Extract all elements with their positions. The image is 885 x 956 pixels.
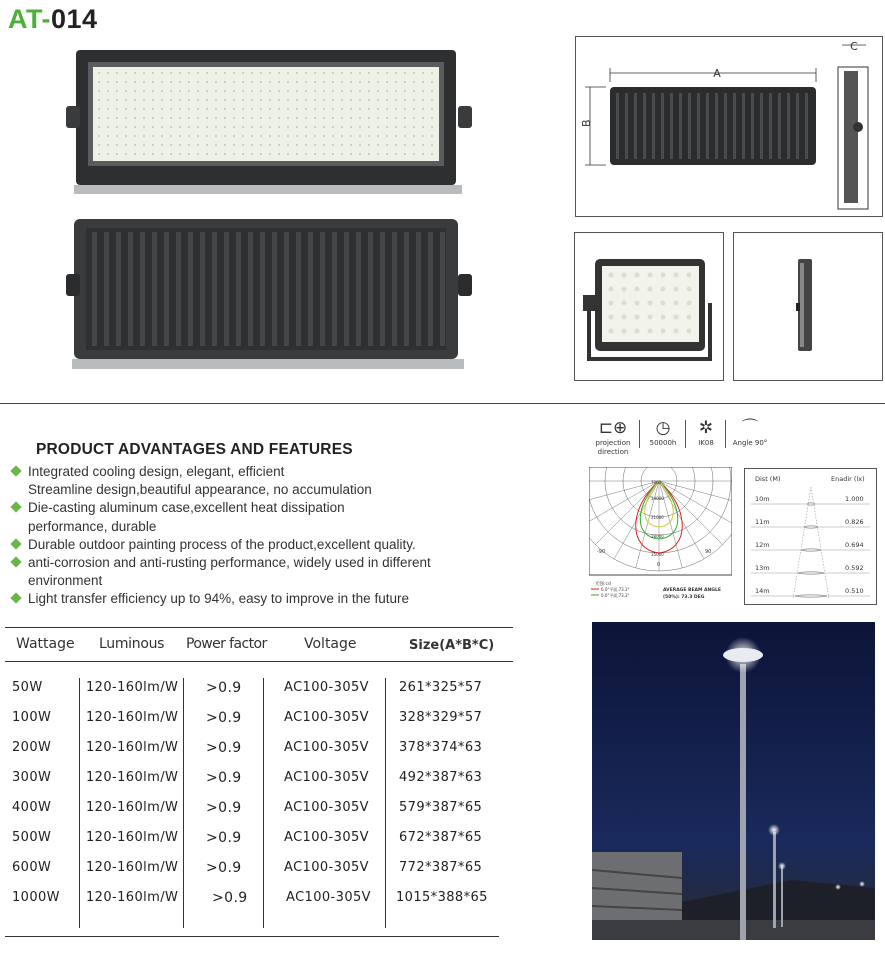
header-power-factor: Power factor <box>186 636 267 652</box>
illum-lux: 0.592 <box>845 564 864 572</box>
illum-lux: 1.000 <box>845 495 864 503</box>
dimension-drawing <box>575 36 883 217</box>
col-divider <box>183 678 184 928</box>
table-cell: AC100-305V <box>284 800 369 815</box>
table-cell: 378*374*63 <box>399 740 483 755</box>
feature-item: anti-corrosion and anti-rusting performance, widely used in different environment <box>10 554 450 590</box>
table-cell: >0.9 <box>206 680 242 696</box>
table-cell: 492*387*63 <box>399 770 483 785</box>
table-cell: 200W <box>12 740 52 755</box>
header-size: Size(A*B*C) <box>409 638 495 653</box>
perspective-view <box>574 232 724 381</box>
table-cell: AC100-305V <box>284 710 369 725</box>
table-cell: 672*387*65 <box>399 830 483 845</box>
table-cell: AC100-305V <box>284 860 369 875</box>
svg-text:90: 90 <box>705 549 712 555</box>
table-cell: 328*329*57 <box>399 710 483 725</box>
feature-item: Light transfer efficiency up to 94%, easy to improve in the future <box>10 590 450 608</box>
table-cell: 1000W <box>12 890 60 905</box>
header-luminous: Luminous <box>99 636 165 652</box>
spec-icons <box>589 417 771 459</box>
feature-item: Durable outdoor painting process of the product,excellent quality. <box>10 536 450 554</box>
svg-text:0.0°平面,73.3°: 0.0°平面,73.3° <box>601 593 630 598</box>
table-cell: 579*387*65 <box>399 800 483 815</box>
table-header-rule <box>5 661 513 662</box>
svg-text:Dist (M): Dist (M) <box>755 475 781 483</box>
table-cell: 500W <box>12 830 52 845</box>
lifetime-clock-icon: ◷ 50000h <box>649 418 677 447</box>
illum-dist: 11m <box>755 518 770 526</box>
illum-lux: 0.694 <box>845 541 864 549</box>
bullet-icon <box>10 593 21 604</box>
floodlight-front-image <box>66 48 472 196</box>
table-cell: 600W <box>12 860 52 875</box>
table-cell: 120-160lm/W <box>86 830 179 845</box>
projection-direction-icon: ⊏⊕ projection direction <box>595 418 631 456</box>
svg-text:28000: 28000 <box>651 534 664 539</box>
illuminance-table <box>744 468 877 605</box>
table-cell: >0.9 <box>206 800 242 816</box>
table-cell: 120-160lm/W <box>86 770 179 785</box>
illum-lux: 0.826 <box>845 518 864 526</box>
col-divider <box>385 678 386 928</box>
features-list <box>10 463 450 609</box>
svg-text:Enadir (lx): Enadir (lx) <box>831 475 865 483</box>
svg-text:35000: 35000 <box>651 552 664 557</box>
table-cell: 120-160lm/W <box>86 680 179 695</box>
model-number: 014 <box>51 4 98 34</box>
beam-angle-icon: ⌒ Angle 90° <box>732 418 768 447</box>
table-cell: >0.9 <box>206 770 242 786</box>
table-cell: 300W <box>12 770 52 785</box>
bullet-icon <box>10 465 21 476</box>
svg-text:AVERAGE BEAM ANGLE: AVERAGE BEAM ANGLE <box>663 588 721 593</box>
svg-text:0: 0 <box>657 562 661 568</box>
svg-text:光强:cd: 光强:cd <box>595 582 611 587</box>
floodlight-back-image <box>66 216 472 372</box>
section-divider <box>0 403 885 404</box>
table-cell: >0.9 <box>206 710 242 726</box>
svg-text:21000: 21000 <box>651 515 664 520</box>
dim-label-a: A <box>713 67 721 80</box>
header-voltage: Voltage <box>304 636 357 652</box>
bullet-icon <box>10 538 21 549</box>
table-cell: 50W <box>12 680 43 695</box>
illum-dist: 14m <box>755 587 770 595</box>
illum-dist: 12m <box>755 541 770 549</box>
table-cell: 120-160lm/W <box>86 860 179 875</box>
bullet-icon <box>10 502 21 513</box>
table-cell: >0.9 <box>206 740 242 756</box>
illum-dist: 10m <box>755 495 770 503</box>
svg-text:7000: 7000 <box>651 480 662 485</box>
side-view <box>733 232 883 381</box>
header-wattage: Wattage <box>16 636 75 652</box>
model-title <box>8 4 98 35</box>
table-cell: 100W <box>12 710 52 725</box>
table-cell: >0.9 <box>212 890 248 906</box>
table-cell: AC100-305V <box>284 740 369 755</box>
dim-label-b: B <box>580 119 593 127</box>
features-title: PRODUCT ADVANTAGES AND FEATURES <box>36 441 353 458</box>
feature-item: Integrated cooling design, elegant, efficient Streamline design,beautiful appearance, no accumulation <box>10 463 450 499</box>
table-cell: >0.9 <box>206 860 242 876</box>
feature-item: Die-casting aluminum case,excellent heat dissipation performance, durable <box>10 499 450 535</box>
stadium-light-photo <box>592 622 875 940</box>
table-cell: AC100-305V <box>284 680 369 695</box>
col-divider <box>263 678 264 928</box>
svg-text:0.0°平面,73.3°: 0.0°平面,73.3° <box>601 587 630 592</box>
illum-dist: 13m <box>755 564 770 572</box>
table-bottom-rule <box>5 936 499 937</box>
table-cell: 261*325*57 <box>399 680 483 695</box>
illum-lux: 0.510 <box>845 587 864 595</box>
table-cell: AC100-305V <box>284 830 369 845</box>
table-cell: AC100-305V <box>284 770 369 785</box>
table-cell: 120-160lm/W <box>86 800 179 815</box>
svg-text:-90: -90 <box>597 549 606 555</box>
table-cell: 120-160lm/W <box>86 890 179 905</box>
table-top-rule <box>5 627 513 628</box>
table-cell: >0.9 <box>206 830 242 846</box>
table-cell: 1015*388*65 <box>396 890 488 905</box>
table-cell: 772*387*65 <box>399 860 483 875</box>
bullet-icon <box>10 556 21 567</box>
polar-light-distribution <box>589 467 732 605</box>
col-divider <box>79 678 80 928</box>
table-cell: 120-160lm/W <box>86 710 179 725</box>
svg-text:14000: 14000 <box>651 496 664 501</box>
table-cell: AC100-305V <box>286 890 371 905</box>
svg-text:(50%): 73.3 DEG: (50%): 73.3 DEG <box>663 595 705 600</box>
impact-rating-icon: ✲ IK08 <box>698 418 714 447</box>
dim-label-c: C <box>850 40 858 53</box>
model-prefix: AT- <box>8 4 51 34</box>
table-cell: 120-160lm/W <box>86 740 179 755</box>
table-cell: 400W <box>12 800 52 815</box>
